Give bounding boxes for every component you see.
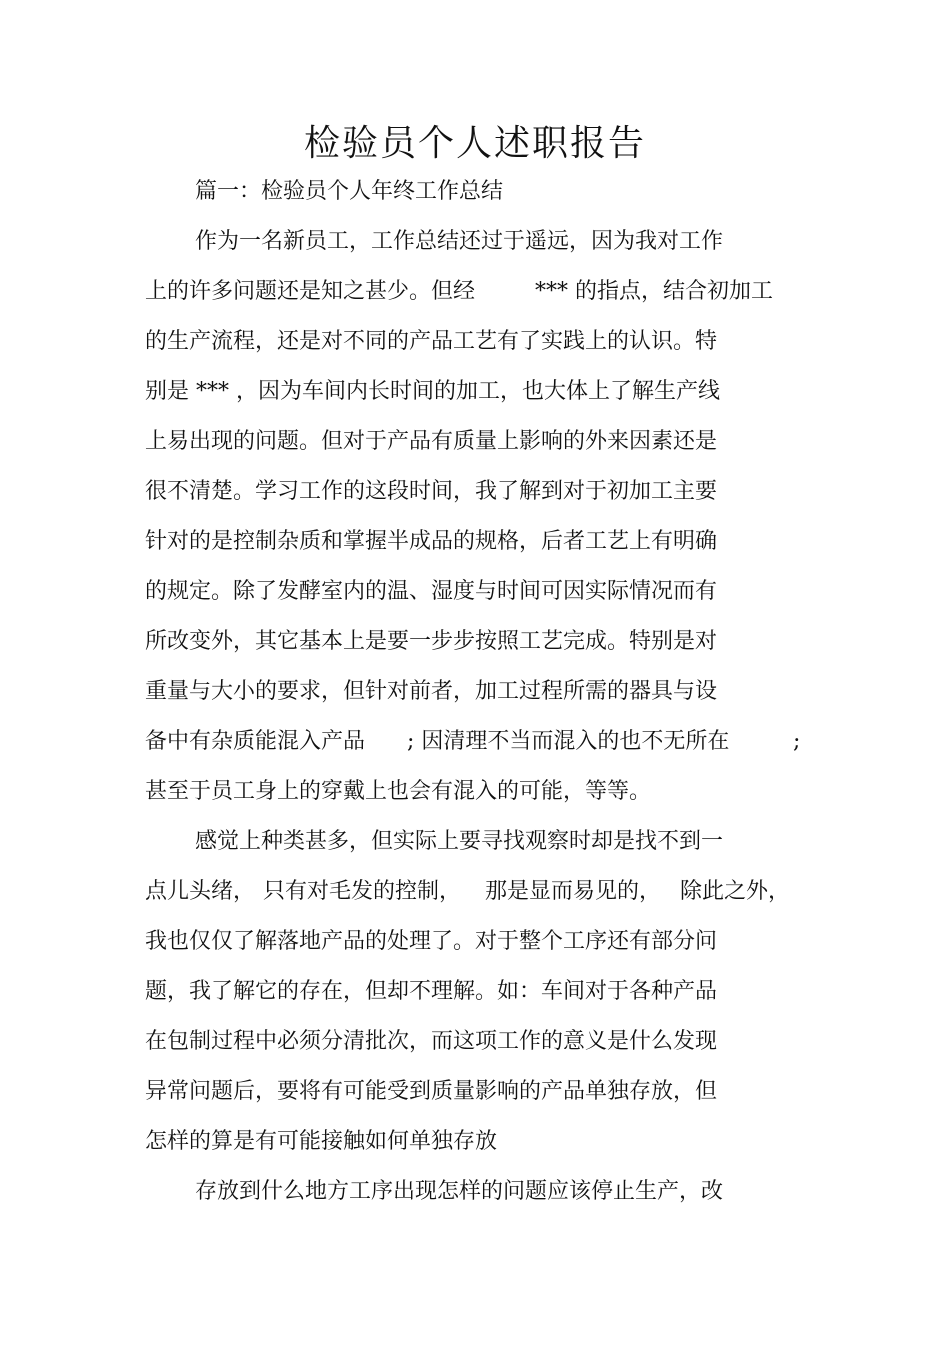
paragraph-line: 异常问题后，要将有可能受到质量影响的产品单独存放，但 <box>145 1079 718 1104</box>
paragraph-line: 怎样的算是有可能接触如何单独存放 <box>145 1129 498 1154</box>
paragraph-line: 别是 *** ，因为车间内长时间的加工，也大体上了解生产线 <box>145 379 720 404</box>
paragraph-line: 我也仅仅了解落地产品的处理了。对于整个工序还有部分问 <box>145 929 718 954</box>
text-segment: 那是显而易见的， <box>485 879 662 904</box>
paragraph-line: 作为一名新员工，工作总结还过于遥远，因为我对工作 <box>195 229 724 254</box>
paragraph-line: 上易出现的问题。但对于产品有质量上影响的外来因素还是 <box>145 429 718 454</box>
paragraph-line: 针对的是控制杂质和掌握半成品的规格，后者工艺上有明确 <box>145 529 718 554</box>
text-segment: 的指点，结合初加工 <box>575 279 774 304</box>
paragraph-line: 重量与大小的要求，但针对前者，加工过程所需的器具与设 <box>145 679 718 704</box>
text-segment: 点儿头绪， <box>145 879 256 904</box>
text-segment: ; 因清理不当而混入的也不无所在 <box>407 729 730 754</box>
paragraph-line: 题，我了解它的存在，但却不理解。如：车间对于各种产品 <box>145 979 718 1004</box>
paragraph-line: 的规定。除了发酵室内的温、湿度与时间可因实际情况而有 <box>145 579 718 604</box>
document-title: 检验员个人述职报告 <box>303 123 646 164</box>
paragraph-line: 很不清楚。学习工作的这段时间，我了解到对于初加工主要 <box>145 479 718 504</box>
paragraph-line: 所改变外，其它基本上是要一步步按照工艺完成。特别是对 <box>145 629 718 654</box>
paragraph-line: 甚至于员工身上的穿戴上也会有混入的可能，等等。 <box>145 779 652 804</box>
text-segment: 上的许多问题还是知之甚少。但经 <box>145 279 476 304</box>
section-heading: 篇一：检验员个人年终工作总结 <box>195 179 504 204</box>
paragraph-line: 感觉上种类甚多，但实际上要寻找观察时却是找不到一 <box>195 829 724 854</box>
paragraph-line: 的生产流程，还是对不同的产品工艺有了实践上的认识。特 <box>145 329 718 354</box>
text-segment: ; <box>793 729 801 754</box>
paragraph-line: 存放到什么地方工序出现怎样的问题应该停止生产，改 <box>195 1179 724 1204</box>
paragraph-line: 在包制过程中必须分清批次，而这项工作的意义是什么发现 <box>145 1029 718 1054</box>
text-segment: 只有对毛发的控制， <box>263 879 462 904</box>
redacted-name: *** <box>535 279 568 304</box>
text-segment: 除此之外， <box>680 879 791 904</box>
text-segment: 备中有杂质能混入产品 <box>145 729 366 754</box>
